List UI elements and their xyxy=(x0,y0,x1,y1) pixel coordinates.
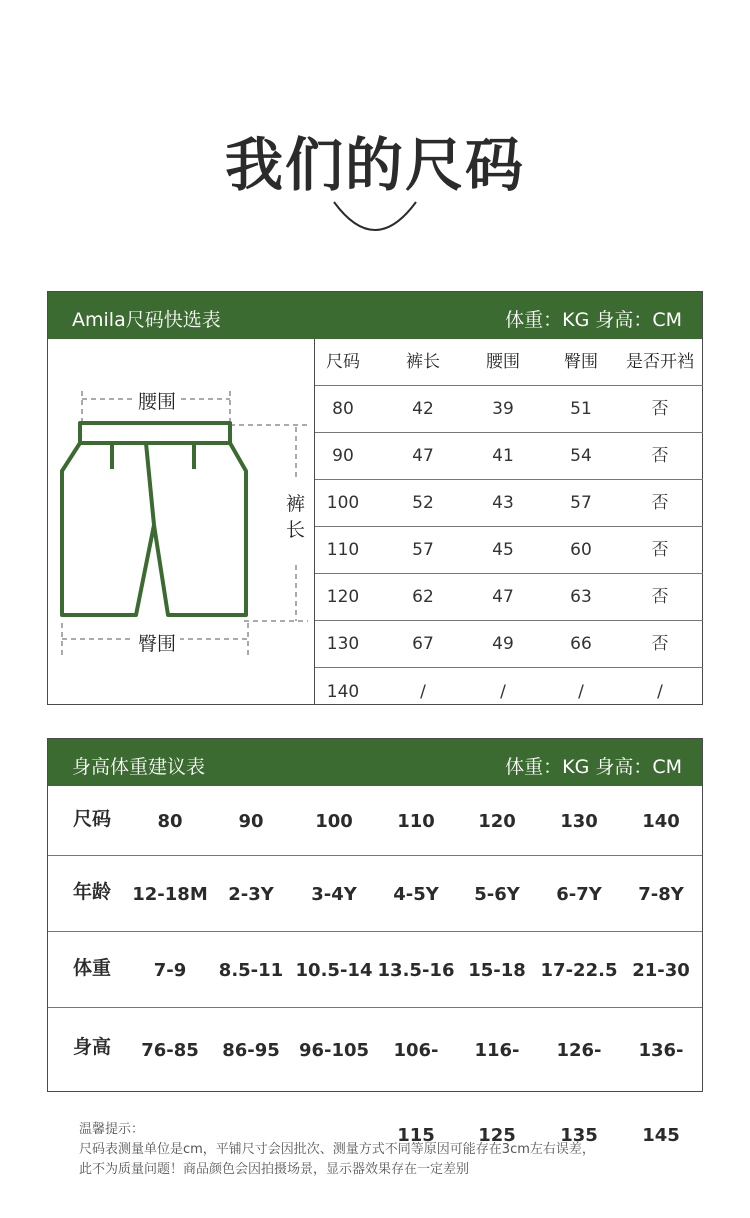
table-cell: 100 xyxy=(326,493,360,513)
quick-table-title: Amila尺码快选表 xyxy=(72,309,221,331)
smile-decoration-icon xyxy=(330,198,420,238)
suggest-table-units: 体重：KG 身高：CM xyxy=(505,756,682,778)
table-row xyxy=(315,527,703,574)
table-cell: 140 xyxy=(326,682,360,702)
quick-table-units: 体重：KG 身高：CM xyxy=(505,309,682,331)
table-cell: 21-30 xyxy=(632,960,690,981)
header-cell: 腰围 xyxy=(486,352,520,372)
tips-line: 尺码表测量单位是cm，平铺尺寸会因批次、测量方式不同等原因可能存在3cm左右误差， xyxy=(79,1142,595,1157)
table-cell: 5-6Y xyxy=(474,884,520,905)
table-cell: 57 xyxy=(412,540,434,560)
table-cell: 7-9 xyxy=(153,960,187,981)
table-cell: 否 xyxy=(651,446,669,466)
tips-title: 温馨提示： xyxy=(79,1122,145,1137)
table-cell: / xyxy=(420,682,426,702)
table-cell: 否 xyxy=(651,587,669,607)
table-row xyxy=(315,574,703,621)
table-cell: 116-125 xyxy=(474,1040,520,1146)
table-cell: / xyxy=(500,682,506,702)
tips-note xyxy=(79,1120,595,1180)
table-row xyxy=(315,668,703,708)
table-cell: 51 xyxy=(570,399,592,419)
table-cell: 15-18 xyxy=(468,960,526,981)
header-cell: 臀围 xyxy=(564,352,598,372)
table-cell: 57 xyxy=(570,493,592,513)
table-cell: 2-3Y xyxy=(228,884,274,905)
length-label-1: 裤 xyxy=(282,489,309,516)
table-cell: 76-85 xyxy=(141,1040,199,1061)
quick-table-grid xyxy=(315,339,703,708)
page-title: 我们的尺码 xyxy=(224,131,525,199)
header-cell: 裤长 xyxy=(406,352,440,372)
table-cell: 100 xyxy=(315,811,353,832)
table-cell: 17-22.5 xyxy=(540,960,618,981)
table-cell: 110 xyxy=(326,540,360,560)
table-row xyxy=(315,386,703,433)
row-label: 年龄 xyxy=(73,881,112,903)
row-label: 体重 xyxy=(73,957,112,979)
table-cell: / xyxy=(657,682,663,702)
table-row xyxy=(315,621,703,668)
quick-table-header xyxy=(48,292,702,339)
table-cell: 52 xyxy=(412,493,434,513)
table-cell: 43 xyxy=(492,493,514,513)
table-cell: 126-135 xyxy=(556,1040,602,1146)
table-cell: 130 xyxy=(326,634,360,654)
table-cell: 67 xyxy=(412,634,434,654)
table-cell: 120 xyxy=(478,811,516,832)
suggest-table-title: 身高体重建议表 xyxy=(72,756,206,778)
table-cell: 41 xyxy=(492,446,514,466)
table-cell: 否 xyxy=(651,493,669,513)
table-cell: 8.5-11 xyxy=(218,960,284,981)
table-cell: 45 xyxy=(492,540,514,560)
table-cell: 4-5Y xyxy=(393,884,439,905)
table-cell: 12-18M xyxy=(132,884,208,905)
table-cell: 80 xyxy=(157,811,183,832)
table-cell: 136-145 xyxy=(638,1040,684,1146)
table-cell: 130 xyxy=(560,811,598,832)
table-row xyxy=(48,856,702,932)
table-cell: 13.5-16 xyxy=(377,960,455,981)
table-cell: 66 xyxy=(570,634,592,654)
table-cell: / xyxy=(578,682,584,702)
table-cell: 47 xyxy=(412,446,434,466)
table-cell: 49 xyxy=(492,634,514,654)
table-cell: 3-4Y xyxy=(311,884,357,905)
table-cell: 86-95 xyxy=(222,1040,280,1061)
header-cell: 尺码 xyxy=(326,352,360,372)
hip-label: 臀围 xyxy=(134,629,180,656)
row-label: 尺码 xyxy=(73,808,112,830)
table-cell: 96-105 xyxy=(298,1040,370,1061)
table-cell: 60 xyxy=(570,540,592,560)
table-cell: 47 xyxy=(492,587,514,607)
table-cell: 39 xyxy=(492,399,514,419)
table-cell: 否 xyxy=(651,540,669,560)
table-cell: 110 xyxy=(397,811,435,832)
shorts-diagram xyxy=(48,339,315,705)
table-cell: 140 xyxy=(642,811,680,832)
table-cell: 7-8Y xyxy=(638,884,684,905)
table-row xyxy=(315,433,703,480)
table-cell: 90 xyxy=(238,811,264,832)
table-cell: 120 xyxy=(326,587,360,607)
tips-line: 此不为质量问题！商品颜色会因拍摄场景，显示器效果存在一定差别 xyxy=(79,1162,470,1177)
table-cell: 10.5-14 xyxy=(295,960,373,981)
suggest-table-header xyxy=(48,739,702,786)
table-cell: 否 xyxy=(651,634,669,654)
table-cell: 6-7Y xyxy=(556,884,602,905)
header-cell: 是否开裆 xyxy=(626,352,694,372)
row-label: 身高 xyxy=(73,1036,112,1058)
table-cell: 106-115 xyxy=(393,1040,439,1146)
length-label-2: 长 xyxy=(282,515,309,542)
table-cell: 62 xyxy=(412,587,434,607)
table-cell: 否 xyxy=(651,399,669,419)
table-cell: 42 xyxy=(412,399,434,419)
table-row xyxy=(48,786,702,856)
table-row xyxy=(315,480,703,527)
table-row xyxy=(48,932,702,1008)
table-cell: 54 xyxy=(570,446,592,466)
table-cell: 80 xyxy=(332,399,354,419)
shorts-outline-icon xyxy=(48,339,314,705)
table-cell: 90 xyxy=(332,446,354,466)
size-quick-table xyxy=(47,291,703,705)
waist-label: 腰围 xyxy=(134,387,180,414)
quick-table-header-row xyxy=(315,339,703,386)
table-cell: 63 xyxy=(570,587,592,607)
